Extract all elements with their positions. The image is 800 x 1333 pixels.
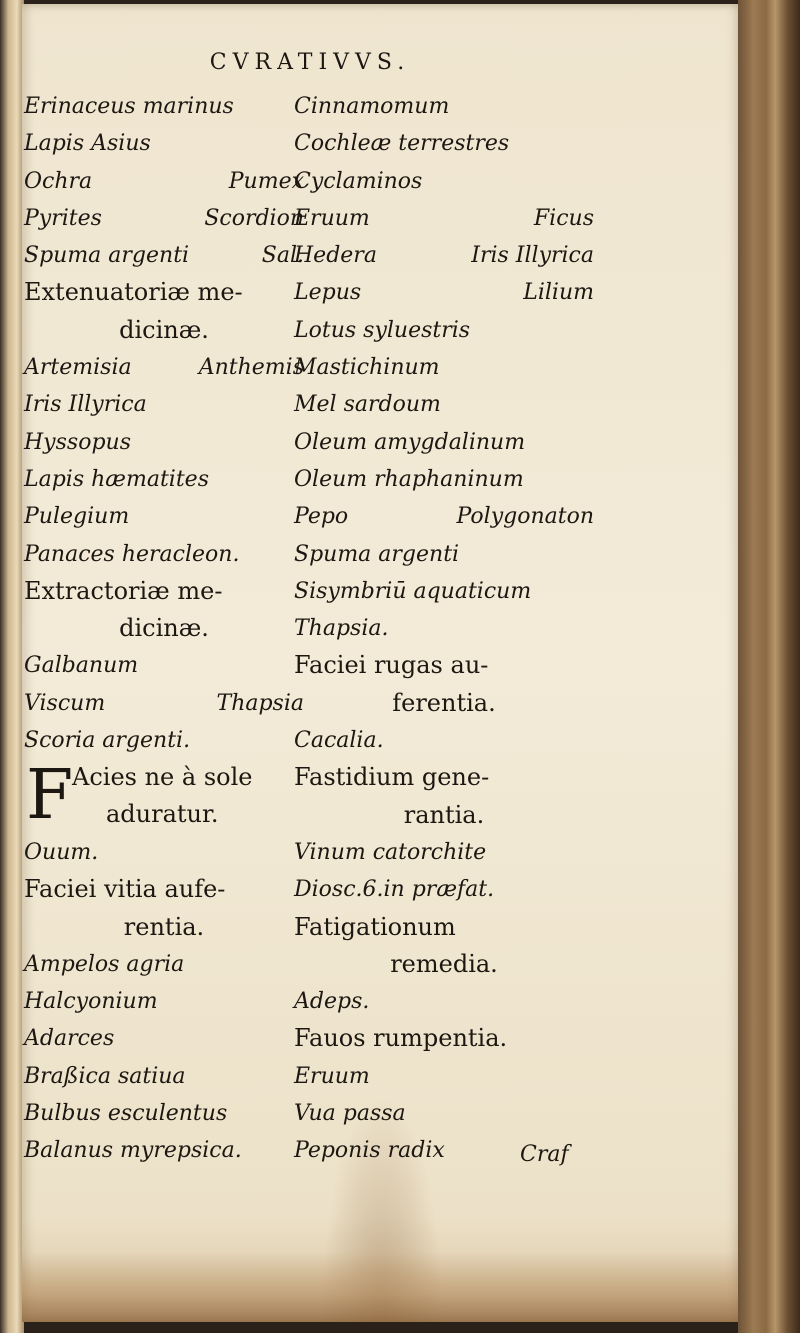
section-heading-cont: dicinæ.	[119, 614, 209, 643]
entry-term: Cacalia.	[294, 728, 384, 754]
section-heading-cont: rentia.	[123, 912, 205, 941]
entry-term: Braßica satiua	[24, 1063, 186, 1089]
drop-capital: F	[26, 756, 74, 836]
section-heading-cont: remedia.	[390, 949, 498, 978]
entry-term: Ampelos agria	[24, 951, 185, 977]
section-heading: Fauos rumpentia.	[294, 1024, 508, 1053]
entry-term: Lapis hæmatites	[24, 466, 209, 492]
entry-term: Pumex	[228, 168, 304, 194]
entry-term: Sal.	[261, 243, 304, 269]
entry-term: Scoria argenti.	[24, 728, 191, 754]
entry-term: Hyssopus	[24, 429, 131, 455]
entry-line	[24, 685, 304, 722]
section-heading: Fatigationum	[294, 912, 456, 941]
entry-term: Cyclaminos	[294, 168, 423, 194]
entry-term: Erinaceus marinus	[24, 94, 234, 119]
entry-term: Hedera	[294, 243, 377, 269]
section-heading: Faciei vitia aufe-	[24, 875, 226, 904]
entry-term: Peponis radix	[294, 1138, 445, 1164]
entry-term: Ochra	[24, 168, 93, 194]
entry-term: Cochleæ terrestres	[294, 131, 510, 157]
entry-term: Scordion	[204, 205, 304, 231]
section-heading-cont: dicinæ.	[119, 315, 209, 344]
entry-term: Lepus	[294, 280, 362, 306]
entry-term: Polygonaton	[456, 504, 594, 530]
entry-term: Ouum.	[24, 839, 99, 865]
entry-term: Ficus	[533, 205, 594, 231]
book-edge-right	[738, 0, 800, 1333]
entry-term: Anthemis	[198, 355, 304, 381]
entry-term: Diosc.6.in præfat.	[294, 877, 495, 903]
entry-term: Lapis Asius	[24, 131, 151, 157]
entry-line	[294, 200, 594, 237]
entry-term: Iris Illyrica	[471, 243, 594, 269]
entry-term: Spuma argenti	[24, 243, 190, 269]
entry-line	[294, 274, 594, 311]
dropcap-entry	[24, 756, 304, 836]
entry-term: Halcyonium	[24, 989, 158, 1015]
entry-heading: aduratur.	[106, 800, 219, 829]
catchword: Craf	[520, 1142, 569, 1167]
entry-term: Adeps.	[294, 989, 370, 1015]
entry-term: Oleum rhaphaninum	[294, 466, 524, 492]
book-edge-left	[0, 0, 24, 1333]
entry-line	[294, 498, 594, 535]
entry-term: Adarces	[24, 1026, 115, 1052]
entry-term: Pepo	[294, 504, 349, 530]
entry-term: Mel sardoum	[294, 392, 441, 418]
entry-term: Viscum	[24, 690, 106, 716]
entry-term: Artemisia	[24, 355, 132, 381]
section-heading: Faciei rugas au-	[294, 651, 489, 680]
entry-term: Sisymbriū aquaticum	[294, 578, 532, 604]
section-heading: Extenuatoriæ me-	[24, 278, 243, 307]
entry-term: Galbanum	[24, 653, 139, 679]
entry-term: Thapsia	[216, 690, 304, 716]
entry-term: Panaces heracleon.	[24, 541, 240, 567]
entry-term: Vinum catorchite	[294, 839, 487, 865]
entry-line	[24, 163, 304, 200]
section-heading-cont: ferentia.	[392, 688, 496, 717]
section-heading: Extractoriæ me-	[24, 576, 223, 605]
left-column	[24, 88, 304, 1170]
entry-line	[294, 237, 594, 274]
entry-term: Thapsia.	[294, 616, 389, 642]
entry-line	[24, 349, 304, 386]
entry-term: Bulbus esculentus	[24, 1101, 228, 1127]
entry-heading: Acies ne à sole	[72, 763, 253, 792]
section-heading: Fastidium gene-	[294, 763, 490, 792]
running-head: CVRATIVVS.	[209, 50, 411, 75]
entry-term: Eruum	[294, 1063, 370, 1089]
entry-line	[24, 200, 304, 237]
entry-term: Cinnamomum	[294, 94, 450, 119]
entry-term: Mastichinum	[294, 355, 440, 381]
entry-line	[24, 237, 304, 274]
section-heading-cont: rantia.	[403, 800, 485, 829]
water-stain	[22, 1252, 742, 1322]
entry-term: Eruum	[294, 205, 370, 231]
entry-term: Pulegium	[24, 504, 130, 530]
entry-term: Pyrites	[24, 205, 102, 231]
entry-term: Balanus myrepsica.	[24, 1138, 242, 1164]
right-column	[294, 88, 594, 1170]
entry-term: Lotus syluestris	[294, 317, 471, 343]
entry-term: Oleum amygdalinum	[294, 429, 526, 455]
entry-term: Spuma argenti	[294, 541, 460, 567]
entry-term: Iris Illyrica	[24, 392, 147, 418]
entry-term: Vua passa	[294, 1101, 406, 1127]
entry-term: Lilium	[523, 280, 594, 306]
